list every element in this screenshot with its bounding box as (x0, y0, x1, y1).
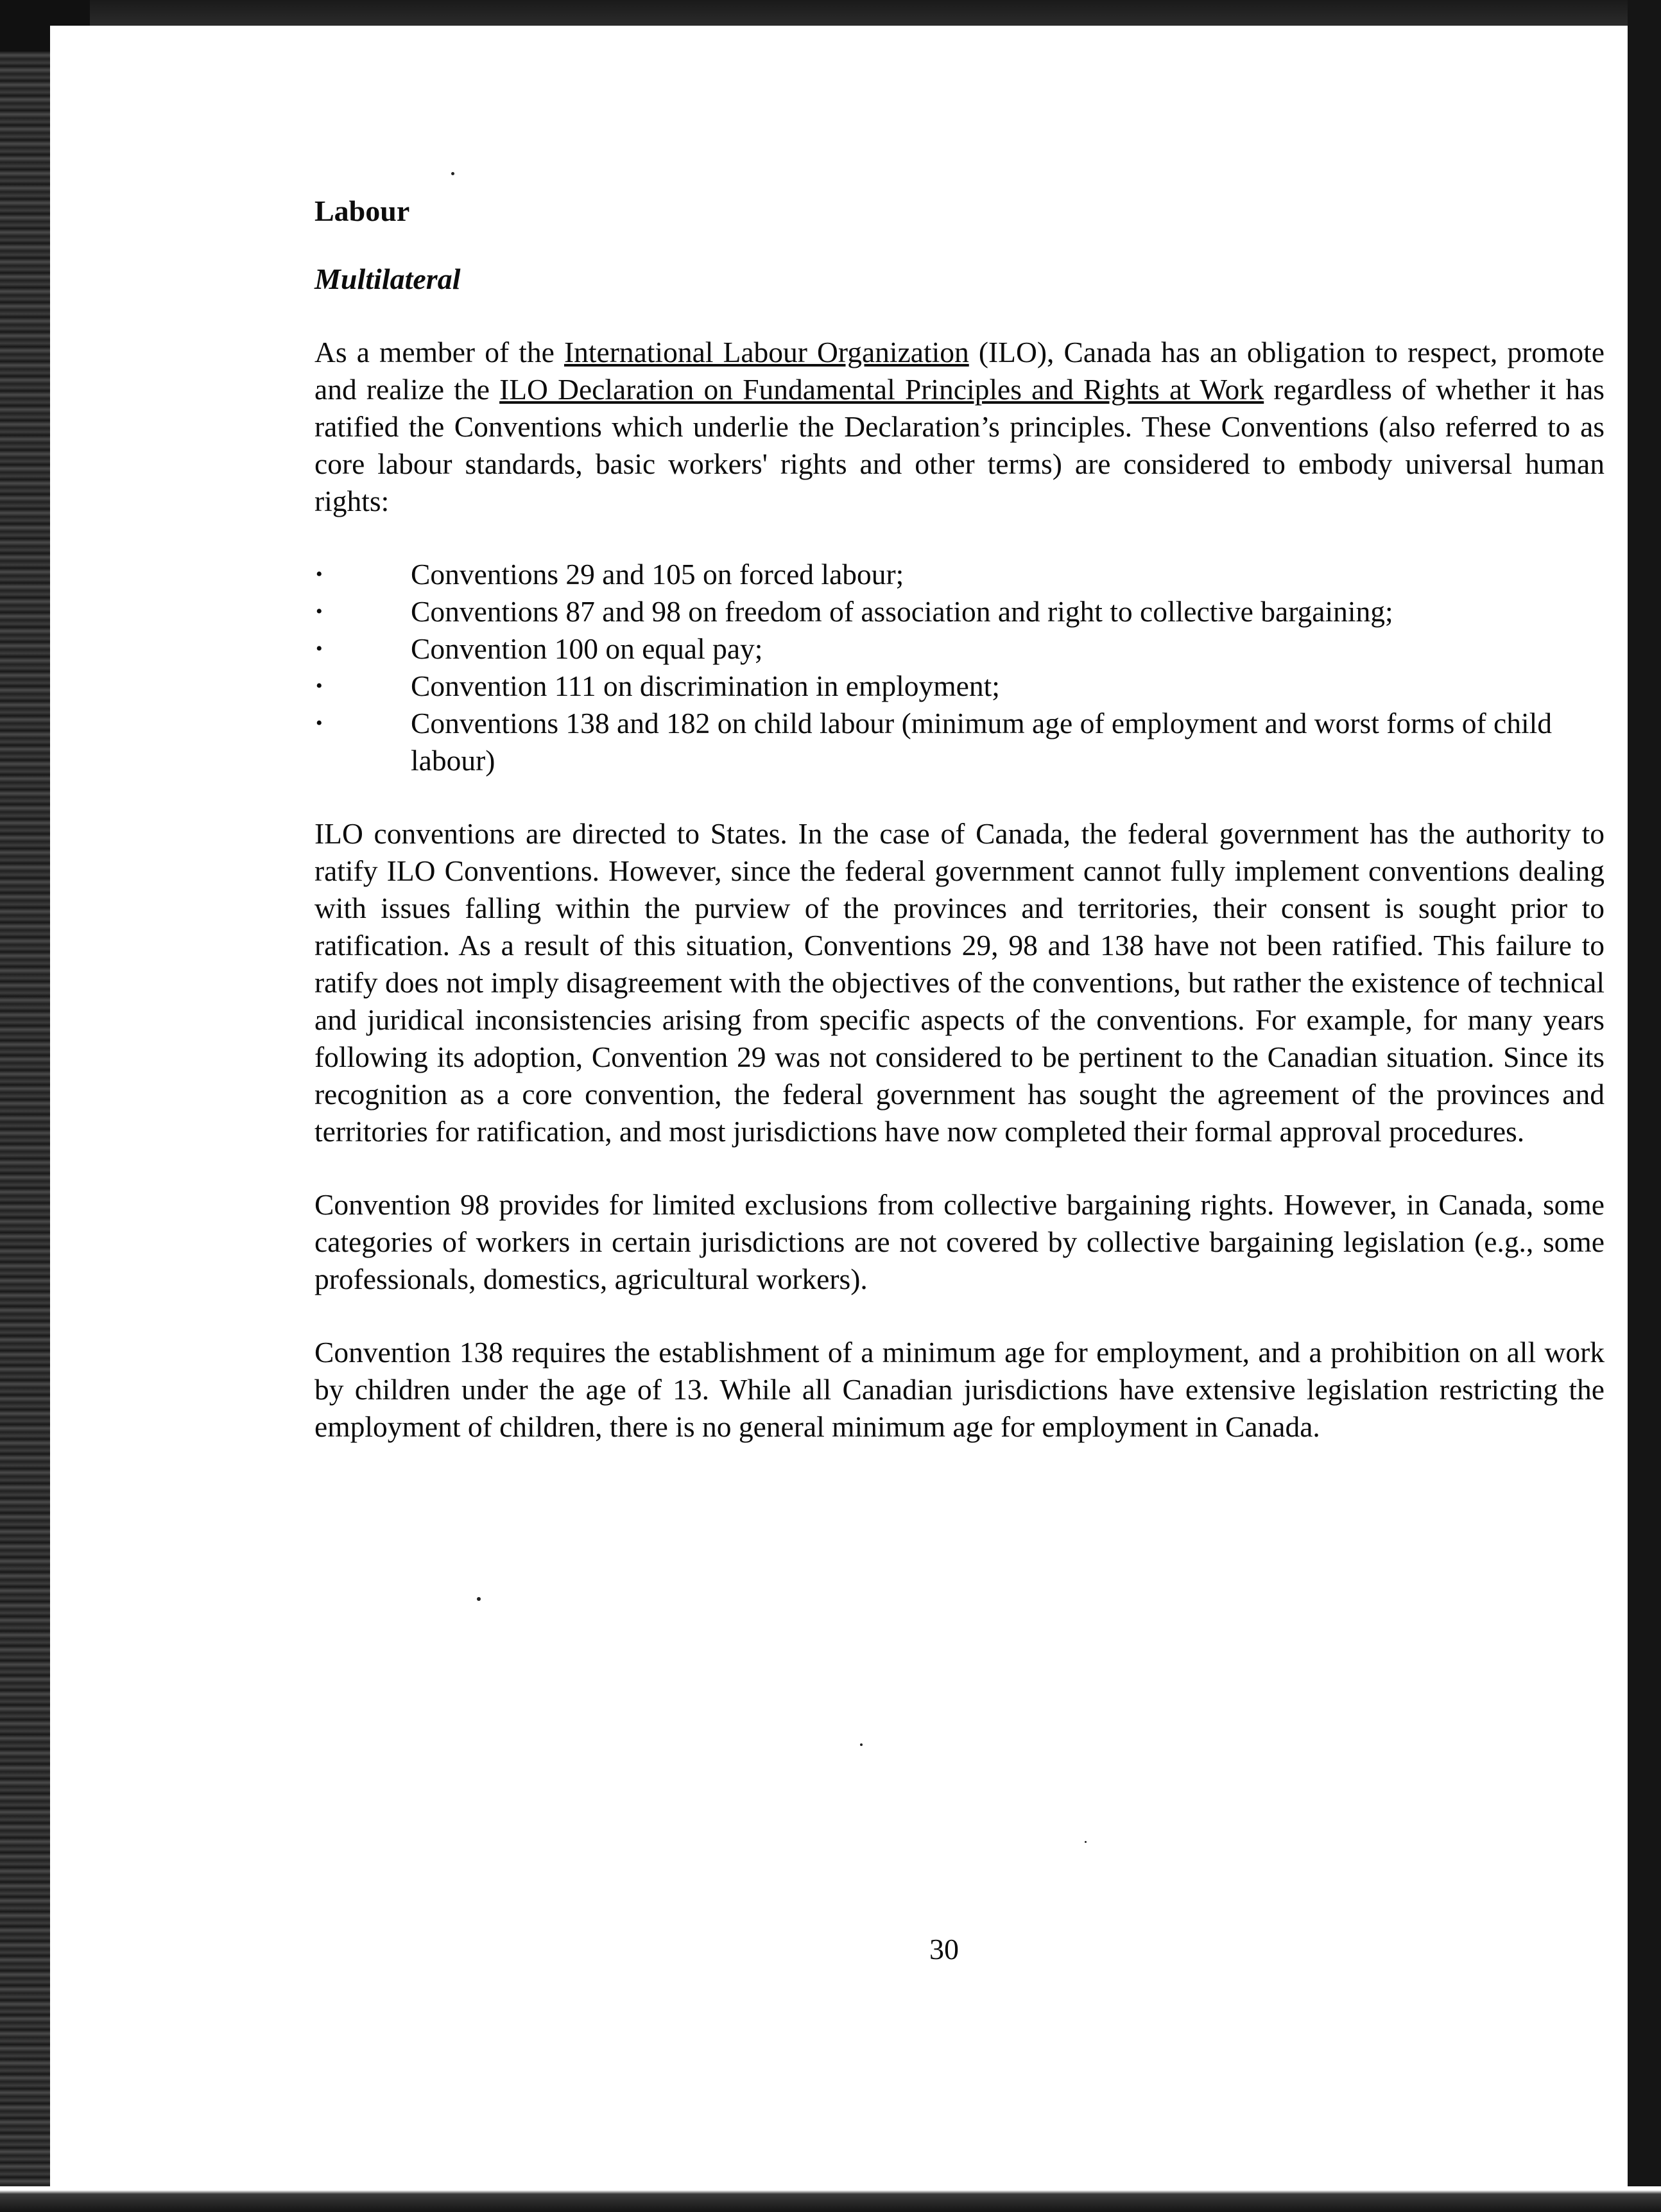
section-subheading: Multilateral (314, 263, 461, 295)
ilo-declaration-link[interactable]: ILO Declaration on Fundamental Principles and Rights at Work (499, 373, 1264, 406)
conventions-list (314, 556, 1605, 779)
bullet-icon: • (316, 601, 323, 622)
list-item (314, 630, 1605, 668)
document-body (314, 193, 1605, 1482)
list-item-text: Conventions 138 and 182 on child labour (minimum age of employment and worst forms of child labour) (411, 707, 1553, 777)
scan-border-left (0, 0, 50, 2212)
scan-speck (1085, 1841, 1087, 1843)
intro-text-part2: (ILO), Canada has an obligation to respect, promote and realize the (314, 336, 1605, 406)
ilo-organization-link[interactable]: International Labour Organization (564, 336, 969, 368)
scan-speck (860, 1743, 863, 1746)
document-page (50, 26, 1628, 2186)
list-item-text: Convention 111 on discrimination in employment; (411, 670, 1000, 702)
bullet-icon: • (316, 713, 323, 734)
convention-98-paragraph: Convention 98 provides for limited exclusions from collective bargaining rights. However, in Canada, some categories of workers in certain jurisdictions are not covered by collective bargaining legislation (e.g., some professionals, domestics, agricultural workers). (314, 1188, 1605, 1295)
list-item-text: Convention 100 on equal pay; (411, 632, 763, 665)
bullet-icon: • (316, 638, 323, 659)
list-item (314, 668, 1605, 705)
scan-speck (451, 172, 454, 175)
list-item (314, 593, 1605, 630)
bullet-icon: • (316, 564, 323, 585)
intro-text-part1: As a member of the (314, 336, 564, 368)
bullet-icon: • (316, 675, 323, 696)
list-item-text: Conventions 29 and 105 on forced labour; (411, 558, 904, 591)
list-item-text: Conventions 87 and 98 on freedom of association and right to collective bargaining; (411, 595, 1393, 628)
scan-border-right (1628, 0, 1661, 2212)
intro-paragraph (314, 334, 1605, 520)
page-number: 30 (929, 1933, 959, 1966)
intro-text-part3: regardless of whether it has ratified the Conventions which underlie the Declaration’s principles. These Conventions (also referred to as core labour standards, basic workers' rights and other terms) are considered to embody universal human rights: (314, 373, 1605, 517)
convention-138-paragraph: Convention 138 requires the establishment of a minimum age for employment, and a prohibition on all work by children under the age of 13. While all Canadian jurisdictions have extensive legislation restricting the employment of children, there is no general minimum age for employment in Canada. (314, 1336, 1605, 1443)
section-heading: Labour (314, 194, 410, 227)
ratification-paragraph: ILO conventions are directed to States. In the case of Canada, the federal government has the authority to ratify ILO Conventions. However, since the federal government cannot fully implement conventions dealing with issues falling within the purview of the provinces and territories, their consent is sought prior to ratification. As a result of this situation, Conventions 29, 98 and 138 have not been ratified. This failure to ratify does not imply disagreement with the objectives of the conventions, but rather the existence of technical and juridical inconsistencies arising from specific aspects of the conventions. For example, for many years following its adoption, Convention 29 was not considered to be pertinent to the Canadian situation. Since its recognition as a core convention, the federal government has sought the agreement of the provinces and territories for ratification, and most jurisdictions have now completed their formal approval procedures. (314, 817, 1605, 1148)
scan-speck (477, 1597, 481, 1601)
list-item (314, 705, 1605, 779)
scan-border-bottom (0, 2186, 1661, 2212)
scan-border-top (0, 0, 1661, 26)
list-item (314, 556, 1605, 593)
